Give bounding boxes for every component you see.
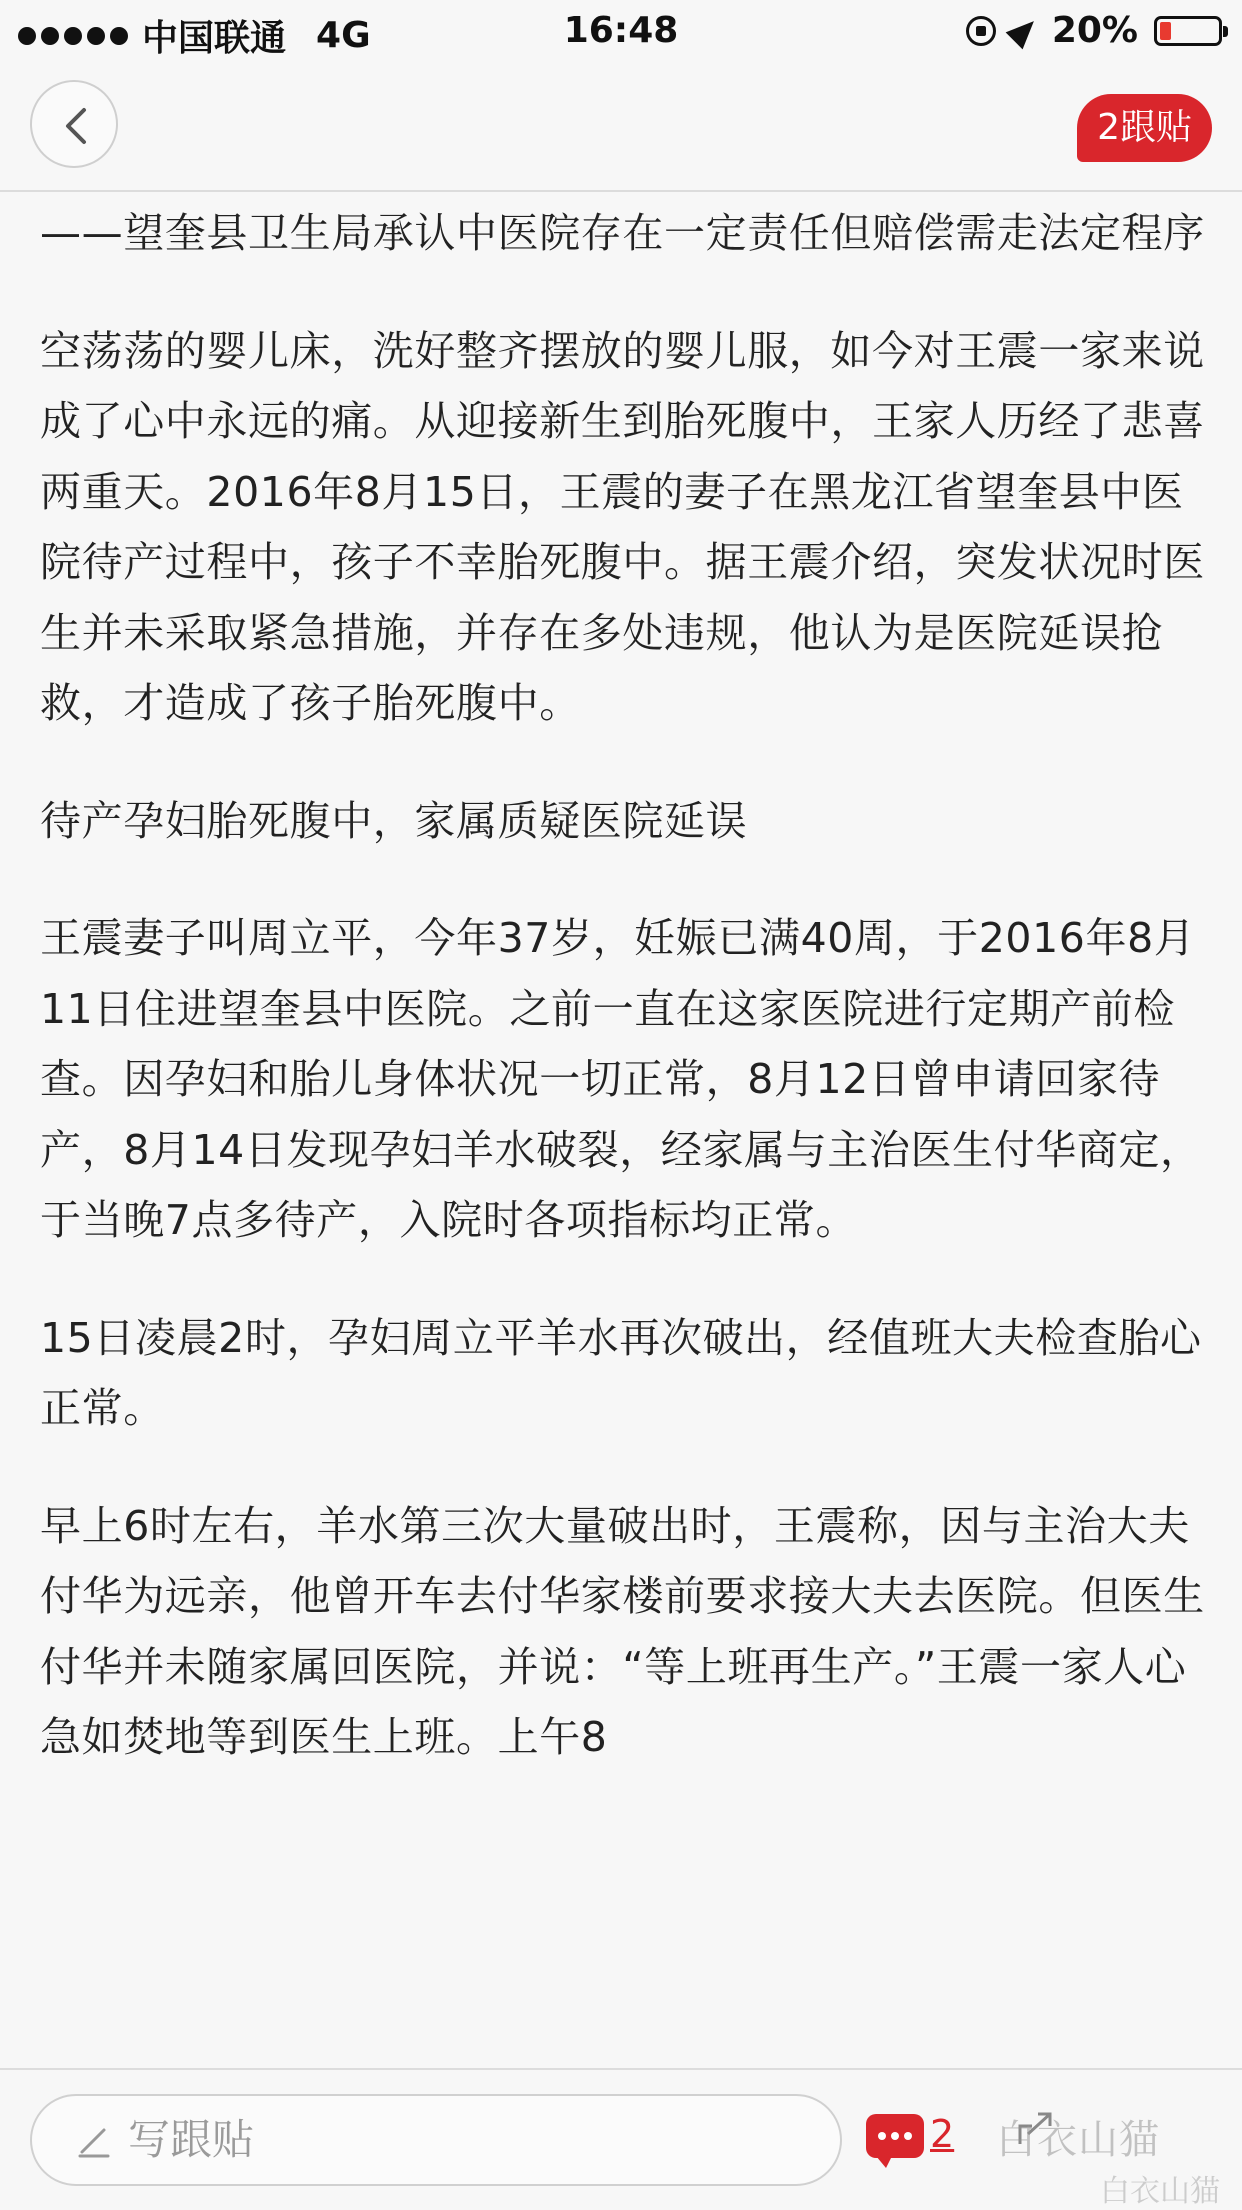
network-type: 4G — [316, 15, 371, 56]
comment-icon — [866, 2114, 924, 2158]
battery-level-fill — [1160, 22, 1171, 40]
article-paragraph: 15日凌晨2时，孕妇周立平羊水再次破出，经值班大夫检查胎心正常。 — [40, 1313, 1202, 1432]
navigation-bar — [0, 64, 1242, 192]
article-body — [40, 198, 1210, 2058]
rotation-lock-icon — [966, 16, 996, 46]
article-section-heading: 待产孕妇胎死腹中，家属质疑医院延误 — [40, 796, 748, 845]
battery-icon — [1154, 16, 1222, 46]
watermark-small: 白衣山猫 — [1100, 2174, 1220, 2209]
write-comment-placeholder: 写跟贴 — [128, 2115, 255, 2164]
carrier-name: 中国联通 — [142, 18, 287, 59]
article-paragraph: 早上6时左右，羊水第三次大量破出时，王震称，因与主治大夫付华为远亲，他曾开车去付华家楼前要求接大夫去医院。但医生付华并未随家属回医院，并说：“等上班再生产。”王震一家人心急如焚地等到医生上班。上午8 — [40, 1501, 1205, 1761]
article-paragraph: 空荡荡的婴儿床，洗好整齐摆放的婴儿服，如今对王震一家来说成了心中永远的痛。从迎接新生到胎死腹中，王家人历经了悲喜两重天。2016年8月15日，王震的妻子在黑龙江省望奎县中医院待产过程中，孩子不幸胎死腹中。据王震介绍，突发状况时医生并未采取紧急措施，并存在多处违规，他认为是医院延误抢救，才造成了孩子胎死腹中。 — [40, 326, 1205, 727]
article-paragraph: 王震妻子叫周立平，今年37岁，妊娠已满40周，于2016年8月11日住进望奎县中医院。之前一直在这家医院进行定期产前检查。因孕妇和胎儿身体状况一切正常，8月12日曾申请回家待产，8月14日发现孕妇羊水破裂，经家属与主治医生付华商定，于当晚7点多待产，入院时各项指标均正常。 — [40, 914, 1202, 1244]
location-arrow-icon — [1005, 12, 1042, 49]
comment-count[interactable]: 2 — [930, 2112, 955, 2156]
pencil-icon — [74, 2120, 114, 2160]
status-bar-right — [966, 10, 1222, 51]
status-time: 16:48 — [563, 10, 679, 51]
back-button[interactable] — [30, 80, 118, 168]
chevron-left-icon — [58, 106, 94, 146]
article-subtitle: ——望奎县卫生局承认中医院存在一定责任但赔偿需走法定程序 — [40, 209, 1205, 257]
watermark: 白衣山猫 — [996, 2117, 1160, 2163]
status-bar — [0, 0, 1242, 64]
comment-button[interactable] — [866, 2114, 924, 2158]
battery-percent: 20% — [1051, 10, 1138, 51]
write-comment-input[interactable] — [30, 2094, 842, 2186]
reply-count-button[interactable]: 2跟贴 — [1077, 94, 1212, 162]
